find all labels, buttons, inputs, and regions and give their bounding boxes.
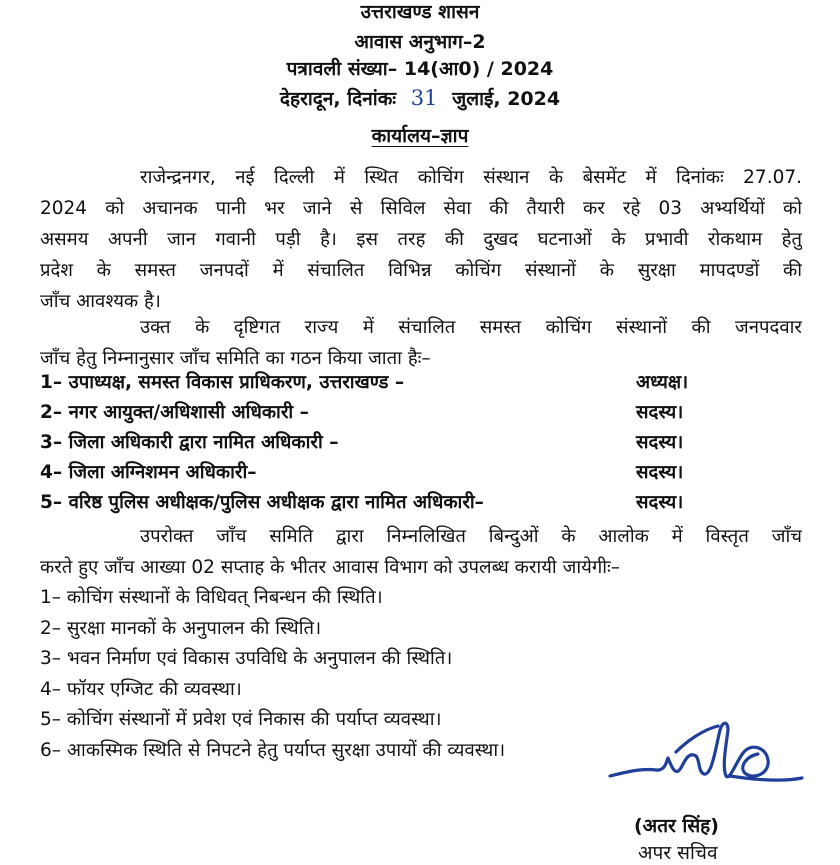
committee-member: जिला अग्निशमन अधिकारी– xyxy=(68,462,257,483)
committee-number: 4– xyxy=(40,462,63,483)
signatory-name: (अतर सिंह) xyxy=(634,815,719,837)
committee-member: जिला अधिकारी द्वारा नामित अधिकारी – xyxy=(68,432,339,453)
committee-role: सदस्य। xyxy=(636,402,684,423)
inquiry-point xyxy=(40,675,740,706)
committee-member-row xyxy=(40,458,740,488)
committee-member-row xyxy=(40,488,740,518)
committee-number: 3– xyxy=(40,432,63,453)
committee-role: अध्यक्ष। xyxy=(636,372,689,393)
point-text: सुरक्षा मानकों के अनुपालन की स्थिति। xyxy=(66,617,322,639)
section-header: आवास अनुभाग–2 xyxy=(354,31,486,53)
point-number: 3– xyxy=(40,648,62,669)
point-text: फॉयर एग्जिट की व्यवस्था। xyxy=(66,678,242,700)
committee-number: 1– xyxy=(40,372,63,393)
point-number: 6– xyxy=(40,739,62,761)
place-date-line xyxy=(0,86,840,111)
committee-member-row xyxy=(40,368,740,398)
point-number: 5– xyxy=(40,709,62,730)
committee-role: सदस्य। xyxy=(636,462,684,483)
document-title: कार्यालय–ज्ञाप xyxy=(371,125,469,147)
paragraph-line: उक्त के दृष्टिगत राज्य में संचालित समस्त कोचिंग संस्थानों की जनपदवार xyxy=(140,317,802,338)
file-number-line xyxy=(0,57,840,81)
committee-number: 5– xyxy=(40,492,63,513)
paragraph-committee-intro xyxy=(40,312,802,374)
point-text: भवन निर्माण एवं विकास उपविधि के अनुपालन की स्थिति। xyxy=(66,648,453,669)
committee-member: नगर आयुक्त/अधिशासी अधिकारी – xyxy=(68,402,309,423)
signatory-designation: अपर सचिव xyxy=(638,842,718,864)
committee-number: 2– xyxy=(40,402,63,423)
committee-member: उपाध्यक्ष, समस्त विकास प्राधिकरण, उत्तराखण्ड – xyxy=(68,372,405,393)
inquiry-point xyxy=(40,644,740,675)
paragraph-line: करते हुए जाँच आख्या 02 सप्ताह के भीतर आवास विभाग को उपलब्ध करायी जायेगीः– xyxy=(40,557,621,578)
committee-member: वरिष्ठ पुलिस अधीक्षक/पुलिस अधीक्षक द्वारा नामित अधिकारी– xyxy=(68,492,484,513)
month-year: जुलाई, 2024 xyxy=(452,88,561,110)
paragraph-line: जाँच हेतु निम्नानुसार जाँच समिति का गठन किया जाता हैः– xyxy=(40,348,431,369)
point-text: कोचिंग संस्थानों में प्रवेश एवं निकास की पर्याप्त व्यवस्था। xyxy=(66,709,442,730)
inquiry-point xyxy=(40,583,740,614)
paragraph-line: प्रदेश के समस्त जनपदों में संचालित विभिन्न कोचिंग संस्थानों के सुरक्षा मापदण्डों की xyxy=(40,260,802,281)
file-number: 14(आ0) / 2024 xyxy=(403,58,554,80)
committee-role: सदस्य। xyxy=(636,432,684,453)
paragraph-line: असमय अपनी जान गवानी पड़ी है। इस तरह की दुखद घटनाओं के प्रभावी रोकथाम हेतु xyxy=(40,229,802,250)
handwritten-signature xyxy=(606,716,806,806)
committee-member-row xyxy=(40,428,740,458)
point-text: कोचिंग संस्थानों के विधिवत् निबन्धन की स्थिति। xyxy=(66,587,383,608)
paragraph-inquiry-points-intro xyxy=(40,521,802,583)
committee-role: सदस्य। xyxy=(636,492,684,513)
government-header: उत्तराखण्ड शासन xyxy=(360,1,480,23)
inquiry-point xyxy=(40,614,740,645)
file-number-prefix: पत्रावली संख्या– xyxy=(286,58,398,80)
paragraph-line: उपरोक्त जाँच समिति द्वारा निम्नलिखित बिन्दुओं के आलोक में विस्तृत जाँच xyxy=(140,526,802,547)
point-number: 1– xyxy=(40,587,62,608)
paragraph-line: जाँच आवश्यक है। xyxy=(40,291,161,312)
point-text: आकस्मिक स्थिति से निपटने हेतु पर्याप्त सुरक्षा उपायों की व्यवस्था। xyxy=(66,739,506,761)
handwritten-date: 31 xyxy=(410,86,438,110)
paragraph-line: 2024 को अचानक पानी भर जाने से सिविल सेवा की तैयारी कर रहे 03 अभ्यर्थियों को xyxy=(40,198,802,219)
paragraph-incident xyxy=(40,162,802,317)
committee-list xyxy=(40,368,740,518)
paragraph-line: राजेन्द्रनगर, नई दिल्ली में स्थित कोचिंग संस्थान के बेसमेंट में दिनांकः 27.07. xyxy=(140,167,802,188)
point-number: 4– xyxy=(40,678,62,700)
place-date-prefix: देहरादून, दिनांकः xyxy=(279,88,397,110)
committee-member-row xyxy=(40,398,740,428)
point-number: 2– xyxy=(40,617,62,639)
